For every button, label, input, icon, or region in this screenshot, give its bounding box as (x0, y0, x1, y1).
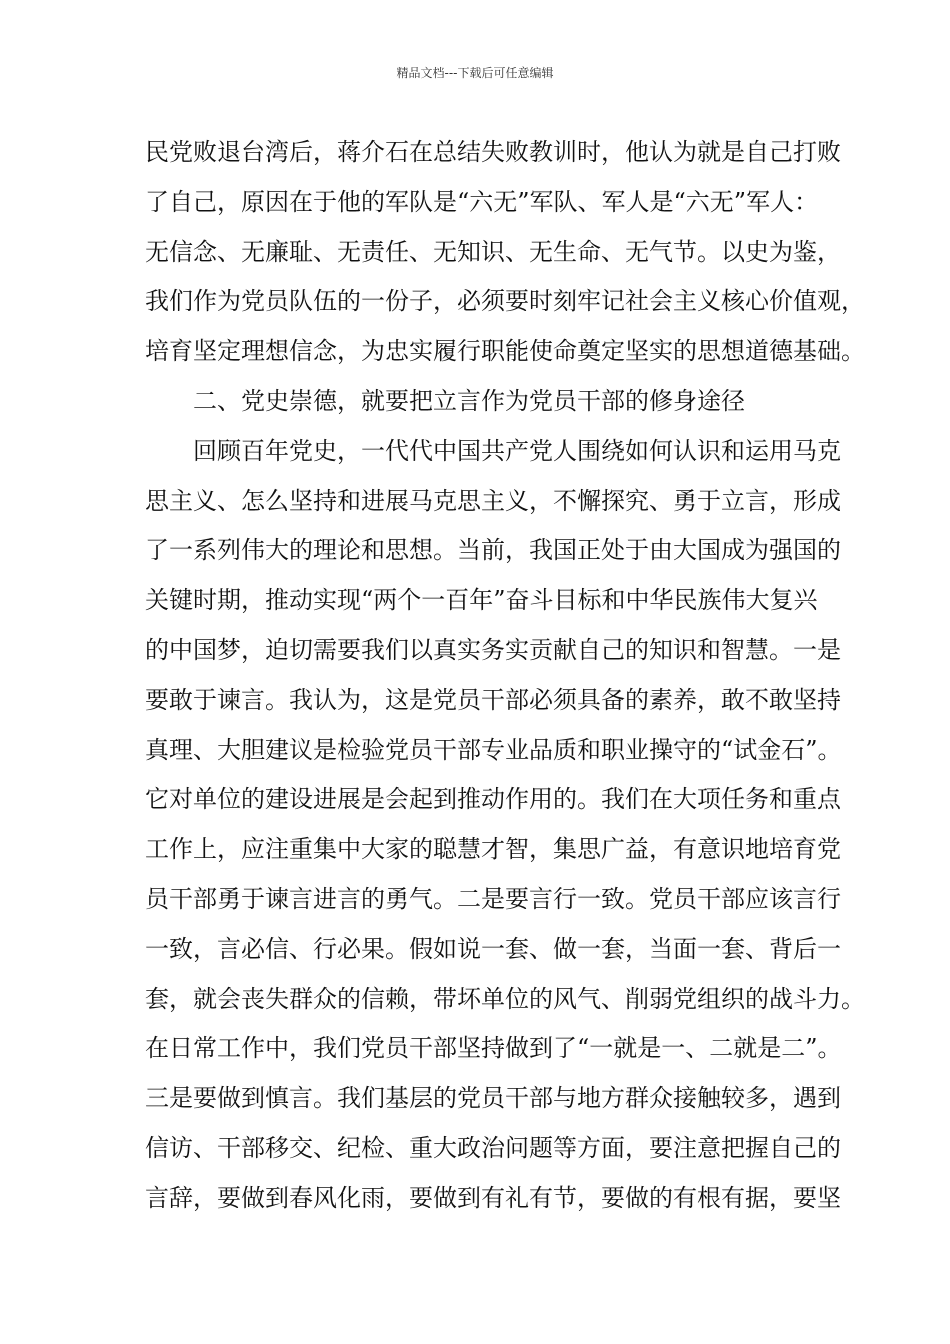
text-line: 要敢于谏言。我认为，这是党员干部必须具备的素养，敢不敢坚持 (145, 685, 841, 714)
text-line: 它对单位的建设进展是会起到推动作用的。我们在大项任务和重点 (145, 785, 841, 814)
text-line: 思主义、怎么坚持和进展马克思主义，不懈探究、勇于立言，形成 (145, 486, 841, 515)
text-line: 工作上，应注重集中大家的聪慧才智，集思广益，有意识地培育党 (145, 835, 841, 864)
text-line: 回顾百年党史，一代代中国共产党人围绕如何认识和运用马克 (193, 436, 841, 465)
text-line: 员干部勇于谏言进言的勇气。二是要言行一致。党员干部应该言行 (145, 884, 841, 913)
text-line: 了一系列伟大的理论和思想。当前，我国正处于由大国成为强国的 (145, 536, 841, 565)
text-line: 套，就会丧失群众的信赖，带坏单位的风气、削弱党组织的战斗力。 (145, 984, 865, 1013)
text-line: 民党败退台湾后，蒋介石在总结失败教训时，他认为就是自己打败 (145, 138, 841, 166)
text-line: 无信念、无廉耻、无责任、无知识、无生命、无气节。以史为鉴， (145, 237, 841, 266)
page-header: 精品文档---下载后可任意编辑 (396, 66, 554, 80)
text-line: 三是要做到慎言。我们基层的党员干部与地方群众接触较多，遇到 (145, 1084, 841, 1113)
text-line: 信访、干部移交、纪检、重大政治问题等方面，要注意把握自己的 (145, 1133, 841, 1162)
text-line: 我们作为党员队伍的一份子，必须要时刻牢记社会主义核心价值观， (145, 287, 865, 316)
text-line: 真理、大胆建议是检验党员干部专业品质和职业操守的“试金石”。 (145, 735, 842, 764)
text-line: 在日常工作中，我们党员干部坚持做到了“一就是一、二就是二”。 (145, 1034, 842, 1063)
text-line: 了自己，原因在于他的军队是“六无”军队、军人是“六无”军人： (145, 187, 819, 216)
text-line: 一致，言必信、行必果。假如说一套、做一套，当面一套、背后一 (145, 934, 841, 963)
text-line: 培育坚定理想信念，为忠实履行职能使命奠定坚实的思想道德基础。 (145, 337, 865, 366)
text-line: 关键时期，推动实现“两个一百年”奋斗目标和中华民族伟大复兴 (145, 586, 818, 615)
text-line: 的中国梦，迫切需要我们以真实务实贡献自己的知识和智慧。一是 (145, 635, 841, 664)
document-body (145, 128, 865, 1224)
section-heading: 二、党史崇德，就要把立言作为党员干部的修身途径 (193, 386, 745, 415)
text-line: 言辞，要做到春风化雨，要做到有礼有节，要做的有根有据，要坚 (145, 1183, 841, 1212)
